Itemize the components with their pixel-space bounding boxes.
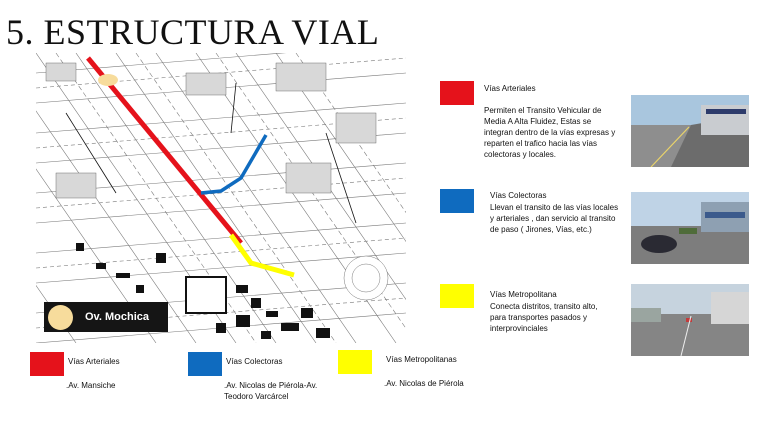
street-map	[36, 53, 406, 343]
swatch-metropolitana	[440, 284, 474, 308]
street-photo-metropolitana	[631, 284, 749, 356]
bottom-swatch-arteriales	[30, 352, 64, 376]
page-title: 5. ESTRUCTURA VIAL	[6, 12, 380, 52]
bottom-label-metropolitanas: Vías Metropolitanas	[386, 355, 457, 364]
mochica-label: Ov. Mochica	[85, 311, 149, 323]
legend-desc-arteriales: Permiten el Transito Vehicular de Media A Alta Fluidez, Estas se integran dentro de la vías expresas y reparten el trafico hacia las vías colectoras y locales.	[484, 106, 616, 159]
bottom-label-colectoras: Vías Colectoras	[226, 357, 283, 366]
bottom-swatch-colectoras	[188, 352, 222, 376]
mochica-legend	[44, 302, 168, 332]
legend-desc-colectoras: Llevan el transito de las vías locales y arteriales , dan servicio al transito de paso ( Jirones, Vías, etc.)	[490, 203, 619, 234]
bottom-swatch-metropolitanas	[338, 350, 372, 374]
bottom-street-arteriales: .Av. Mansiche	[66, 381, 116, 390]
street-photo-colectora	[631, 192, 749, 264]
mochica-marker-icon	[48, 305, 73, 330]
bottom-street-metropolitanas: .Av. Nicolas de Piérola	[384, 379, 464, 388]
street-photo-arterial	[631, 95, 749, 167]
bottom-street-colectoras: .Av. Nicolas de Piérola-Av. Teodoro Varcárcel	[224, 381, 318, 401]
legend-title-metropolitana: Vías Metropolitana	[490, 290, 557, 299]
swatch-arteriales	[440, 81, 474, 105]
legend-title-arteriales: Vías Arteriales	[484, 84, 536, 93]
legend-title-colectoras: Vías Colectoras	[490, 191, 547, 200]
swatch-colectoras	[440, 189, 474, 213]
legend-desc-metropolitana: Conecta distritos, transito alto, para transportes pasados y interprovinciales	[490, 302, 598, 333]
bottom-label-arteriales: Vías Arteriales	[68, 357, 120, 366]
